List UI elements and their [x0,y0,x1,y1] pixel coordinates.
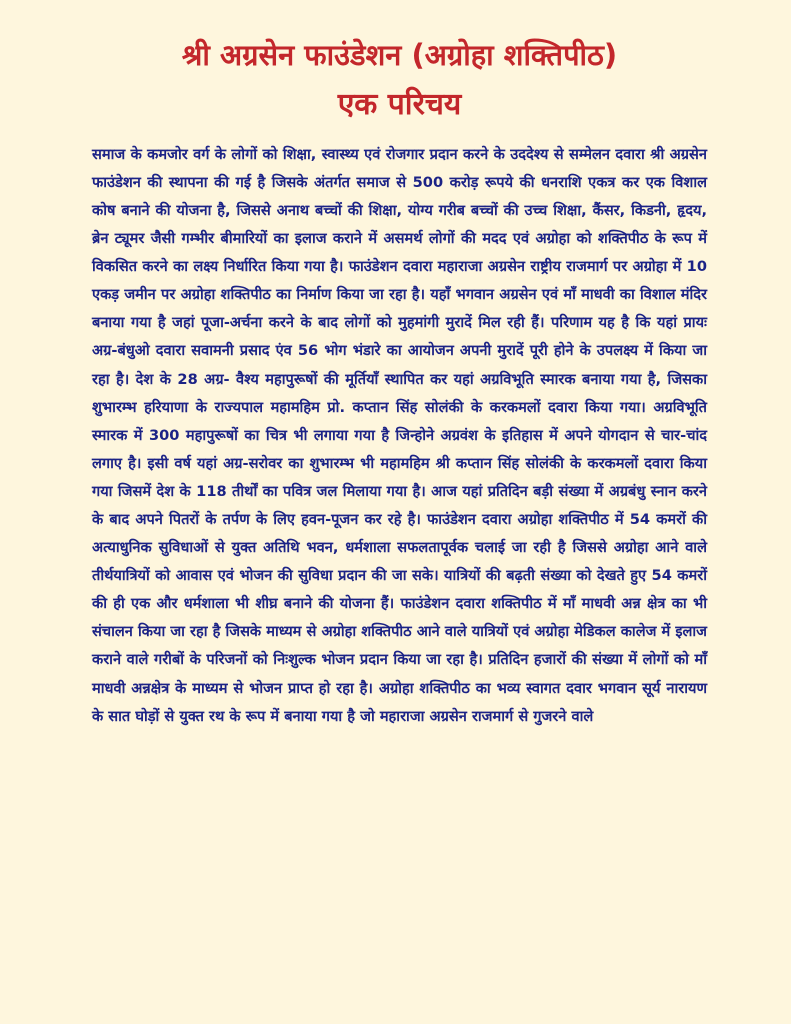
document-title: श्री अग्रसेन फाउंडेशन (अग्रोहा शक्तिपीठ) [181,38,618,72]
document-body-paragraph: समाज के कमजोर वर्ग के लोगों को शिक्षा, स्वास्थ्य एवं रोजगार प्रदान करने के उददेश्य से सम्मेलन दवारा श्री अग्रसेन फाउंडेशन की स्थापना की गई है जिसके अंतर्गत समाज से 500 करोड़ रूपये की धनराशि एकत्र कर एक विशाल कोष बनाने की योजना है, जिससे अनाथ बच्चों की शिक्षा, योग्य गरीब बच्चों की उच्च शिक्षा, कैंसर, किडनी, हृदय, ब्रेन ट्यूमर जैसी गम्भीर बीमारियों का इलाज कराने में असमर्थ लोगों की मदद एवं अग्रोहा को शक्तिपीठ के रूप में विकसित करने का लक्ष्य निर्धारित किया गया है। फाउंडेशन दवारा महाराजा अग्रसेन राष्ट्रीय राजमार्ग पर अग्रोहा में 10 एकड़ जमीन पर अग्रोहा शक्तिपीठ का निर्माण किया जा रहा है। यहाँ भगवान अग्रसेन एवं माँ माधवी का विशाल मंदिर बनाया गया है जहां पूजा-अर्चना करने के बाद लोगों को मुहमांगी मुरादें मिल रही हैं। परिणाम यह है कि यहां प्रायः अग्र-बंधुओ दवारा सवामनी प्रसाद एंव 56 भोग भंडारे का आयोजन अपनी मुरादें पूरी होने के उपलक्ष्य में किया जा रहा है। देश के 28 अग्र- वैश्य महापुरूषों की मूर्तियाँ स्थापित कर यहां अग्रविभूति स्मारक बनाया गया है, जिसका शुभारम्भ हरियाणा के राज्यपाल महामहिम प्रो. कप्तान सिंह सोलंकी के करकमलों दवारा किया गया। अग्रविभूति स्मारक में 300 महापुरूषों का चित्र भी लगाया गया है जिन्होने अग्रवंश के इतिहास में अपने योगदान से चार-चांद लगाए है। इसी वर्ष यहां अग्र-सरोवर का शुभारम्भ भी महामहिम श्री कप्तान सिंह सोलंकी के करकमलों दवारा किया गया जिसमें देश के 118 तीर्थों का पवित्र जल मिलाया गया है। आज यहां प्रतिदिन बड़ी संख्या में अग्रबंधु स्नान करने के बाद अपने पितरों के तर्पण के लिए हवन-पूजन कर रहे है। फाउंडेशन दवारा अग्रोहा शक्तिपीठ में 54 कमरों की अत्याधुनिक सुविधाओं से युक्त अतिथि भवन, धर्मशाला सफलतापूर्वक चलाई जा रही है जिससे अग्रोहा आने वाले तीर्थयात्रियों को आवास एवं भोजन की सुविधा प्रदान की जा सके। यात्रियों की बढ़ती संख्या को देखते हुए 54 कमरों की ही एक और धर्मशाला भी शीघ्र बनाने की योजना हैं। फाउंडेशन दवारा शक्तिपीठ में माँ माधवी अन्न क्षेत्र का भी संचालन किया जा रहा है जिसके माध्यम से अग्रोहा शक्तिपीठ आने वाले यात्रियों एवं अग्रोहा मेडिकल कालेज में इलाज कराने वाले गरीबों के परिजनों को निःशुल्क भोजन प्रदान किया जा रहा है। प्रतिदिन हजारों की संख्या में लोगों को माँ माधवी अन्नक्षेत्र के माध्यम से भोजन प्राप्त हो रहा है। अग्रोहा शक्तिपीठ का भव्य स्वागत दवार भगवान सूर्य नारायण के सात घोड़ों से युक्त रथ के रूप में बनाया गया है जो महाराजा अग्रसेन राजमार्ग से गुजरने वाले [92,145,707,725]
document-subtitle: एक परिचय [337,86,462,122]
